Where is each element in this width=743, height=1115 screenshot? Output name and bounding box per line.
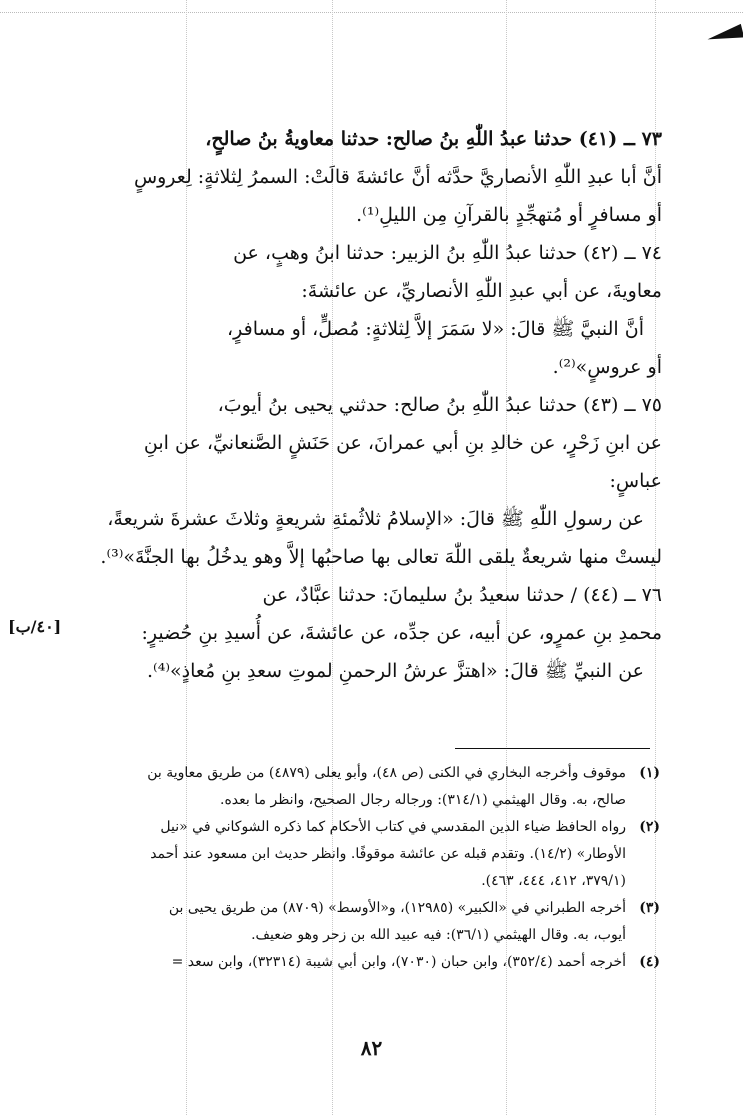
top-edge-strip [0, 0, 743, 13]
hadith-line: معاويةَ، عن أبي عبدِ اللّٰهِ الأنصاريِّ، عن عائشةَ: [301, 280, 662, 302]
hadith-line: ٧٤ ــ (٤٢) حدثنا عبدُ اللّٰهِ بنُ الزبير: حدثنا ابنُ وهبٍ، عن [233, 242, 662, 264]
hadith-line: أنَّ النبيَّ ﷺ قالَ: «لا سَمَرَ إلاَّ لِثلاثةٍ: مُصلٍّ، أو مسافرٍ، [227, 318, 644, 340]
hadith-line: ليستْ منها شريعةٌ يلقى اللّٰهَ تعالى بها صاحبُها إلاَّ وهو يدخُلُ بها الجنَّةَ»⁽³⁾. [100, 546, 662, 568]
footnote-text [72, 949, 626, 976]
footnote-number: (٤) [639, 954, 660, 970]
hadith-line: ٧٣ ــ (٤١) حدثنا عبدُ اللّٰهِ بنُ صالح: حدثنا معاويةُ بنُ صالحٍ، [205, 128, 662, 150]
footnote-number: (١) [639, 765, 660, 781]
hadith-line: أو عروسٍ»⁽²⁾. [552, 356, 662, 378]
footnote [72, 895, 660, 949]
hadith-line: عن رسولِ اللّٰهِ ﷺ قالَ: «الإسلامُ ثلاثُمئةِ شريعةٍ وثلاثَ عشرةَ شريعةً، [107, 508, 644, 530]
hadith-block [72, 234, 662, 386]
hadith-line: عن ابنِ زَحْرٍ، عن خالدِ بنِ أبي عمرانَ، عن حَنَشٍ الصَّنعانيِّ، عن ابنِ [143, 432, 662, 454]
footnote-text [72, 760, 626, 814]
footnote-line: أخرجه أحمد (٣٥٢/٤)، وابن حبان (٧٠٣٠)، وابن أبي شيبة (٣٢٣١٤)، وابن سعد = [171, 954, 626, 970]
footnote-number: (٢) [639, 819, 660, 835]
footnote-line: رواه الحافظ ضياء الدين المقدسي في كتاب الأحكام كما ذكره الشوكاني في «نيل [160, 819, 626, 835]
footnote-line: الأوطار» (١٤/٢). وتقدم قبله عن عائشة موقوفًا. وانظر حديث ابن مسعود عند أحمد [150, 846, 626, 862]
footnote-text [72, 814, 626, 895]
footnote-divider [455, 748, 650, 749]
hadith-line: ٧٥ ــ (٤٣) حدثنا عبدُ اللّٰهِ بنُ صالح: حدثني يحيى بنُ أيوبَ، [217, 394, 662, 416]
footnote [72, 760, 660, 814]
hadith-line: عباسٍ: [609, 470, 662, 492]
footnote-line: موقوف وأخرجه البخاري في الكنى (ص ٤٨)، وأبو يعلى (٤٨٧٩) من طريق معاوية بن [147, 765, 626, 781]
footnote-line: أيوب، به. وقال الهيثمي (٣٦/١): فيه عبيد الله بن زحر وهو ضعيف. [251, 927, 626, 943]
footnote-line: صالح، به. وقال الهيثمي (٣١٤/١): ورجاله رجال الصحيح، وانظر ما بعده. [220, 792, 626, 808]
hadith-block [72, 386, 662, 576]
hadith-block [72, 576, 662, 690]
hadith-line: أو مسافرٍ أو مُتهجِّدٍ بالقرآنِ مِن الليلِ⁽¹⁾. [356, 204, 662, 226]
hadith-body [72, 120, 662, 690]
hadith-line: عن النبيِّ ﷺ قالَ: «اهتزَّ عرشُ الرحمنِ لموتِ سعدِ بنِ مُعاذٍ»⁽⁴⁾. [146, 660, 644, 682]
corner-arrow-mark [706, 24, 743, 46]
footnote-line: أخرجه الطبراني في «الكبير» (١٢٩٨٥)، و«الأوسط» (٨٧٠٩) من طريق يحيى بن [168, 900, 626, 916]
footnotes [72, 760, 660, 976]
footnote-number: (٣) [639, 900, 660, 916]
hadith-line: ٧٦ ــ (٤٤) / حدثنا سعيدُ بنُ سليمانَ: حدثنا عبَّادٌ، عن [262, 584, 662, 606]
hadith-block [72, 120, 662, 234]
page-number: ٨٢ [360, 1036, 383, 1060]
hadith-line: محمدِ بنِ عمرٍو، عن أبيه، عن جدِّه، عن عائشةَ، عن أُسيدِ بنِ حُضيرٍ: [141, 622, 662, 644]
footnote [72, 949, 660, 976]
margin-folio-note: [٤٠/ب] [8, 617, 62, 636]
footnote [72, 814, 660, 895]
footnote-line: (٣٧٩/١، ٤١٢، ٤٤٤، ٤٦٣). [481, 873, 626, 889]
footnote-text [72, 895, 626, 949]
hadith-line: أنَّ أبا عبدِ اللّٰهِ الأنصاريَّ حدَّثه أنَّ عائشةَ قالَتْ: السمرُ لِثلاثةٍ: لِعروسٍ [133, 166, 662, 188]
